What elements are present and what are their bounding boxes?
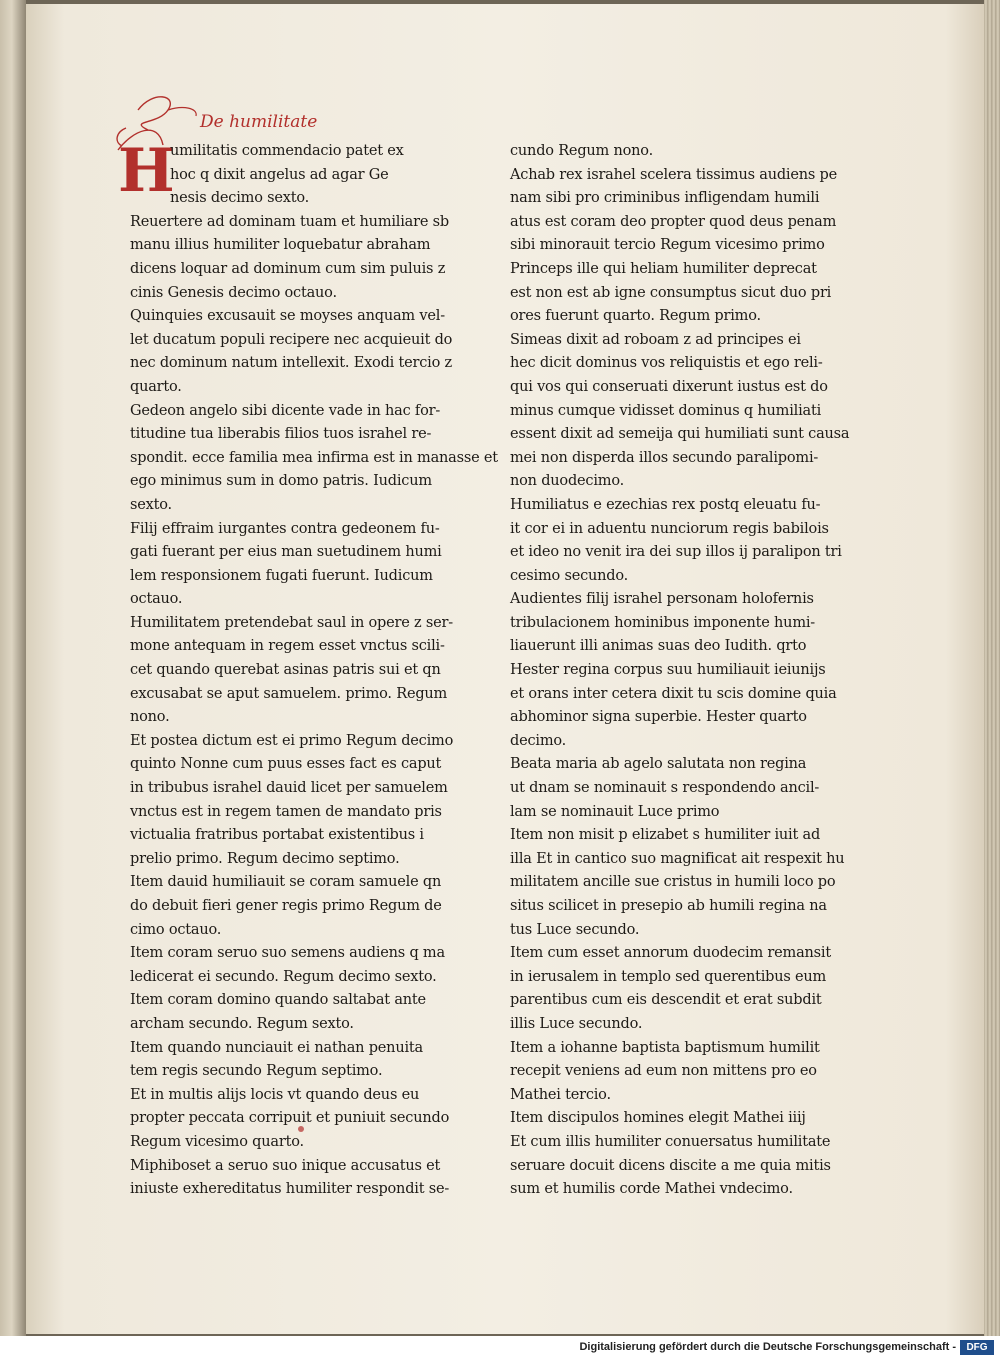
text-line: Et postea dictum est ei primo Regum decimo bbox=[130, 732, 454, 749]
text-line: Gedeon angelo sibi dicente vade in hac for- bbox=[130, 402, 441, 419]
text-line: sibi minorauit tercio Regum vicesimo primo bbox=[510, 237, 825, 254]
text-line: Reuertere ad dominam tuam et humiliare sb bbox=[130, 213, 449, 230]
text-line: seruare docuit dicens discite a me quia mitis bbox=[510, 1157, 831, 1174]
text-line: spondit. ecce familia mea infirma est in manasse et bbox=[130, 449, 498, 466]
text-line: umilitatis commendacio patet ex bbox=[170, 143, 404, 159]
text-line: cesimo secundo. bbox=[510, 567, 629, 584]
text-line: ut dnam se nominauit s respondendo ancil- bbox=[510, 780, 820, 797]
text-line: Audientes filij israhel personam holofernis bbox=[510, 591, 814, 608]
text-line: lem responsionem fugati fuerunt. Iudicum bbox=[130, 567, 433, 584]
text-line: Item quando nunciauit ei nathan penuita bbox=[130, 1039, 423, 1056]
text-line: quinto Nonne cum puus esses fact es caput bbox=[130, 756, 442, 773]
text-line: qui vos qui conseruati dixerunt iustus est do bbox=[510, 378, 828, 395]
text-line: cimo octauo. bbox=[130, 921, 222, 938]
text-line: cundo Regum nono. bbox=[510, 143, 653, 159]
text-line: sexto. bbox=[130, 496, 172, 513]
text-line: mei non disperda illos secundo paralipomi- bbox=[510, 449, 819, 466]
text-line: sum et humilis corde Mathei vndecimo. bbox=[510, 1181, 793, 1198]
text-line: hec dicit dominus vos reliquistis et ego reli- bbox=[510, 355, 823, 372]
text-line: lam se nominauit Luce primo bbox=[510, 803, 720, 820]
text-line: manu illius humiliter loquebatur abraham bbox=[130, 237, 431, 254]
text-line: Item non misit p elizabet s humiliter iuit ad bbox=[510, 827, 821, 844]
text-line: cinis Genesis decimo octauo. bbox=[130, 284, 337, 301]
text-line: Item discipulos homines elegit Mathei iiij bbox=[510, 1110, 806, 1127]
text-line: Princeps ille qui heliam humiliter deprecat bbox=[510, 260, 817, 277]
text-line: nec dominum natum intellexit. Exodi tercio z bbox=[130, 355, 452, 372]
text-line: vnctus est in regem tamen de mandato pris bbox=[130, 803, 442, 820]
text-line: Miphiboset a seruo suo inique accusatus et bbox=[130, 1157, 441, 1174]
text-line: archam secundo. Regum sexto. bbox=[130, 1015, 354, 1032]
text-line: minus cumque vidisset dominus q humiliati bbox=[510, 402, 822, 419]
text-line: parentibus cum eis descendit et erat subdit bbox=[510, 992, 822, 1009]
text-line: excusabat se aput samuelem. primo. Regum bbox=[130, 685, 448, 702]
text-line: tribulacionem hominibus imponente humi- bbox=[510, 614, 816, 631]
text-line: dicens loquar ad dominum cum sim puluis z bbox=[130, 260, 446, 277]
text-line: quarto. bbox=[130, 378, 182, 395]
text-line: recepit veniens ad eum non mittens pro eo bbox=[510, 1063, 817, 1080]
text-line: nono. bbox=[130, 709, 170, 726]
text-line: est non est ab igne consumptus sicut duo pri bbox=[510, 284, 832, 301]
text-line: decimo. bbox=[510, 732, 567, 749]
text-line: et ideo no venit ira dei sup illos ij paralipon tri bbox=[510, 544, 842, 561]
text-line: prelio primo. Regum decimo septimo. bbox=[130, 850, 400, 867]
text-line: liauerunt illi animas suas deo Iudith. qrto bbox=[510, 638, 807, 655]
text-line: it cor ei in aduentu nunciorum regis babilois bbox=[510, 520, 829, 537]
text-line: ledicerat ei secundo. Regum decimo sexto. bbox=[130, 968, 437, 985]
text-line: tus Luce secundo. bbox=[510, 921, 640, 938]
text-line: cet quando querebat asinas patris sui et qn bbox=[130, 662, 441, 679]
text-line: hoc q dixit angelus ad agar Ge bbox=[170, 166, 389, 183]
text-line: Filij effraim iurgantes contra gedeonem fu- bbox=[130, 520, 440, 537]
rubric-heading: De humilitate bbox=[200, 112, 318, 132]
text-line: titudine tua liberabis filios tuos israhel re- bbox=[130, 426, 432, 443]
text-line: ego minimus sum in domo patris. Iudicum bbox=[130, 473, 432, 490]
text-line: Et cum illis humiliter conuersatus humilitate bbox=[510, 1133, 831, 1150]
right-page-edge bbox=[984, 0, 1000, 1336]
text-line: Beata maria ab agelo salutata non regina bbox=[510, 756, 807, 773]
text-line: octauo. bbox=[130, 591, 183, 608]
text-line: abhominor signa superbie. Hester quarto bbox=[510, 709, 807, 726]
text-line: in ierusalem in templo sed querentibus eum bbox=[510, 968, 827, 985]
text-line: Mathei tercio. bbox=[510, 1086, 611, 1103]
text-line: Quinquies excusauit se moyses anquam vel- bbox=[130, 308, 445, 325]
text-line: non duodecimo. bbox=[510, 473, 625, 490]
left-column bbox=[130, 140, 498, 1202]
text-line: Hester regina corpus suu humiliauit ieiunijs bbox=[510, 662, 826, 679]
text-line: nam sibi pro criminibus infligendam humili bbox=[510, 190, 820, 207]
text-line: gati fuerant per eius man suetudinem humi bbox=[130, 544, 442, 561]
text-line: Humiliatus e ezechias rex postq eleuatu fu- bbox=[510, 496, 821, 513]
text-line: do debuit fieri gener regis primo Regum de bbox=[130, 898, 442, 914]
text-line: atus est coram deo propter quod deus penam bbox=[510, 213, 837, 230]
text-line: Item dauid humiliauit se coram samuele qn bbox=[130, 874, 442, 891]
text-line: illa Et in cantico suo magnificat ait respexit hu bbox=[510, 850, 845, 867]
text-line: Humilitatem pretendebat saul in opere z ser- bbox=[130, 614, 453, 631]
text-line: let ducatum populi recipere nec acquieuit do bbox=[130, 331, 453, 348]
text-line: Simeas dixit ad roboam z ad principes ei bbox=[510, 331, 801, 348]
footer-funding-text: Digitalisierung gefördert durch die Deutsche Forschungsgemeinschaft - bbox=[579, 1341, 956, 1353]
text-line: situs scilicet in presepio ab humili regina na bbox=[510, 898, 827, 914]
text-line: in tribubus israhel dauid licet per samuelem bbox=[130, 780, 448, 797]
text-line: propter peccata corripuit et puniuit secundo bbox=[130, 1110, 450, 1127]
text-line: ores fuerunt quarto. Regum primo. bbox=[510, 308, 761, 325]
text-line: mone antequam in regem esset vnctus scili- bbox=[130, 638, 445, 655]
footer-bar bbox=[0, 1336, 1000, 1360]
text-line: victualia fratribus portabat existentibus i bbox=[130, 827, 424, 844]
text-line: essent dixit ad semeija qui humiliati sunt causa bbox=[510, 426, 850, 443]
initial-letter: H bbox=[118, 136, 175, 206]
text-line: iniuste exhereditatus humiliter respondit se- bbox=[130, 1181, 450, 1198]
text-line: Regum vicesimo quarto. bbox=[130, 1133, 304, 1150]
text-line: Achab rex israhel scelera tissimus audiens pe bbox=[510, 166, 837, 183]
right-column bbox=[510, 140, 850, 1202]
text-line: Item coram seruo suo semens audiens q ma bbox=[130, 945, 445, 962]
text-line: et orans inter cetera dixit tu scis domine quia bbox=[510, 685, 837, 702]
text-line: Item cum esset annorum duodecim remansit bbox=[510, 945, 831, 962]
ink-mark bbox=[298, 1126, 304, 1132]
text-line: nesis decimo sexto. bbox=[170, 190, 310, 207]
dfg-logo[interactable]: DFG bbox=[960, 1340, 994, 1355]
text-line: militatem ancille sue cristus in humili loco po bbox=[510, 874, 836, 891]
text-line: tem regis secundo Regum septimo. bbox=[130, 1063, 383, 1080]
text-line: Item a iohanne baptista baptismum humilit bbox=[510, 1039, 820, 1056]
text-line: Item coram domino quando saltabat ante bbox=[130, 992, 426, 1009]
text-line: Et in multis alijs locis vt quando deus eu bbox=[130, 1086, 420, 1103]
text-line: illis Luce secundo. bbox=[510, 1015, 643, 1032]
left-page-edge bbox=[0, 0, 26, 1336]
